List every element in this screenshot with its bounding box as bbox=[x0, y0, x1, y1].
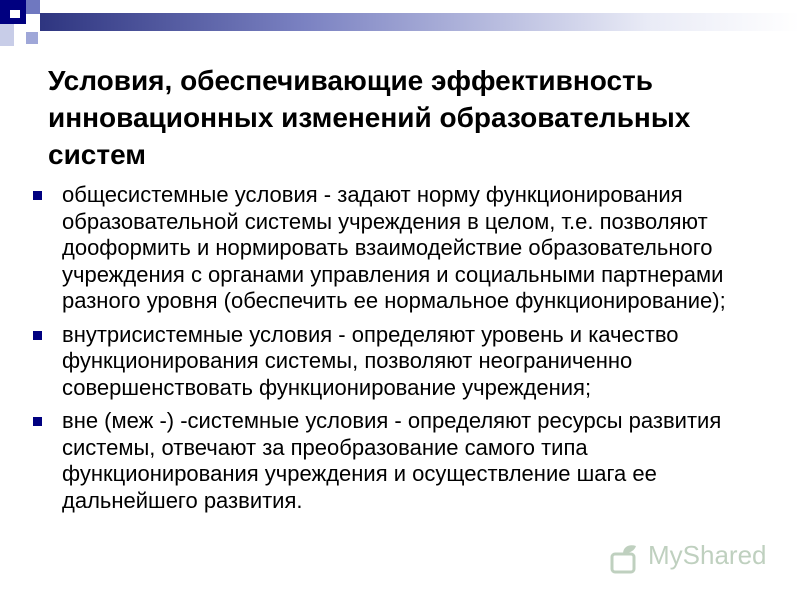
bullet-text: внутрисистемные условия - определяют уровень и качество функционирования системы, позволяют неограниченно совершенствовать функционирование учреждения; bbox=[62, 321, 679, 400]
bullet-item-general bbox=[26, 182, 771, 315]
decor-square-small bbox=[26, 32, 38, 44]
decor-square-mid bbox=[26, 0, 40, 14]
bullet-list bbox=[26, 182, 771, 521]
sprout-icon bbox=[608, 540, 644, 576]
square-bullet-icon bbox=[33, 417, 42, 426]
square-bullet-icon bbox=[33, 331, 42, 340]
slide-title: Условия, обеспечивающие эффективность инновационных изменений образовательных систем bbox=[48, 65, 691, 170]
bullet-item-internal bbox=[26, 322, 771, 402]
bullet-text: общесистемные условия - задают норму функционирования образовательной системы учреждения в целом, т.е. позволяют дооформить и нормировать взаимодействие образовательного учреждения с органами управления и социальными партнерами разного уровня (обеспечить ее нормальное функционирование); bbox=[62, 182, 726, 313]
bullet-item-external bbox=[26, 408, 771, 514]
decor-square-pale bbox=[0, 24, 14, 46]
watermark-text: MyShared bbox=[648, 540, 767, 570]
bullet-text: вне (меж -) -системные условия - определяют ресурсы развития системы, отвечают за преобразование самого типа функционирования учреждения и осуществление шага ее дальнейшего развития. bbox=[62, 408, 722, 513]
watermark bbox=[608, 538, 768, 578]
gradient-band bbox=[40, 13, 800, 31]
decor-square-light bbox=[10, 10, 20, 18]
square-bullet-icon bbox=[33, 191, 42, 200]
header-decoration bbox=[0, 0, 800, 46]
